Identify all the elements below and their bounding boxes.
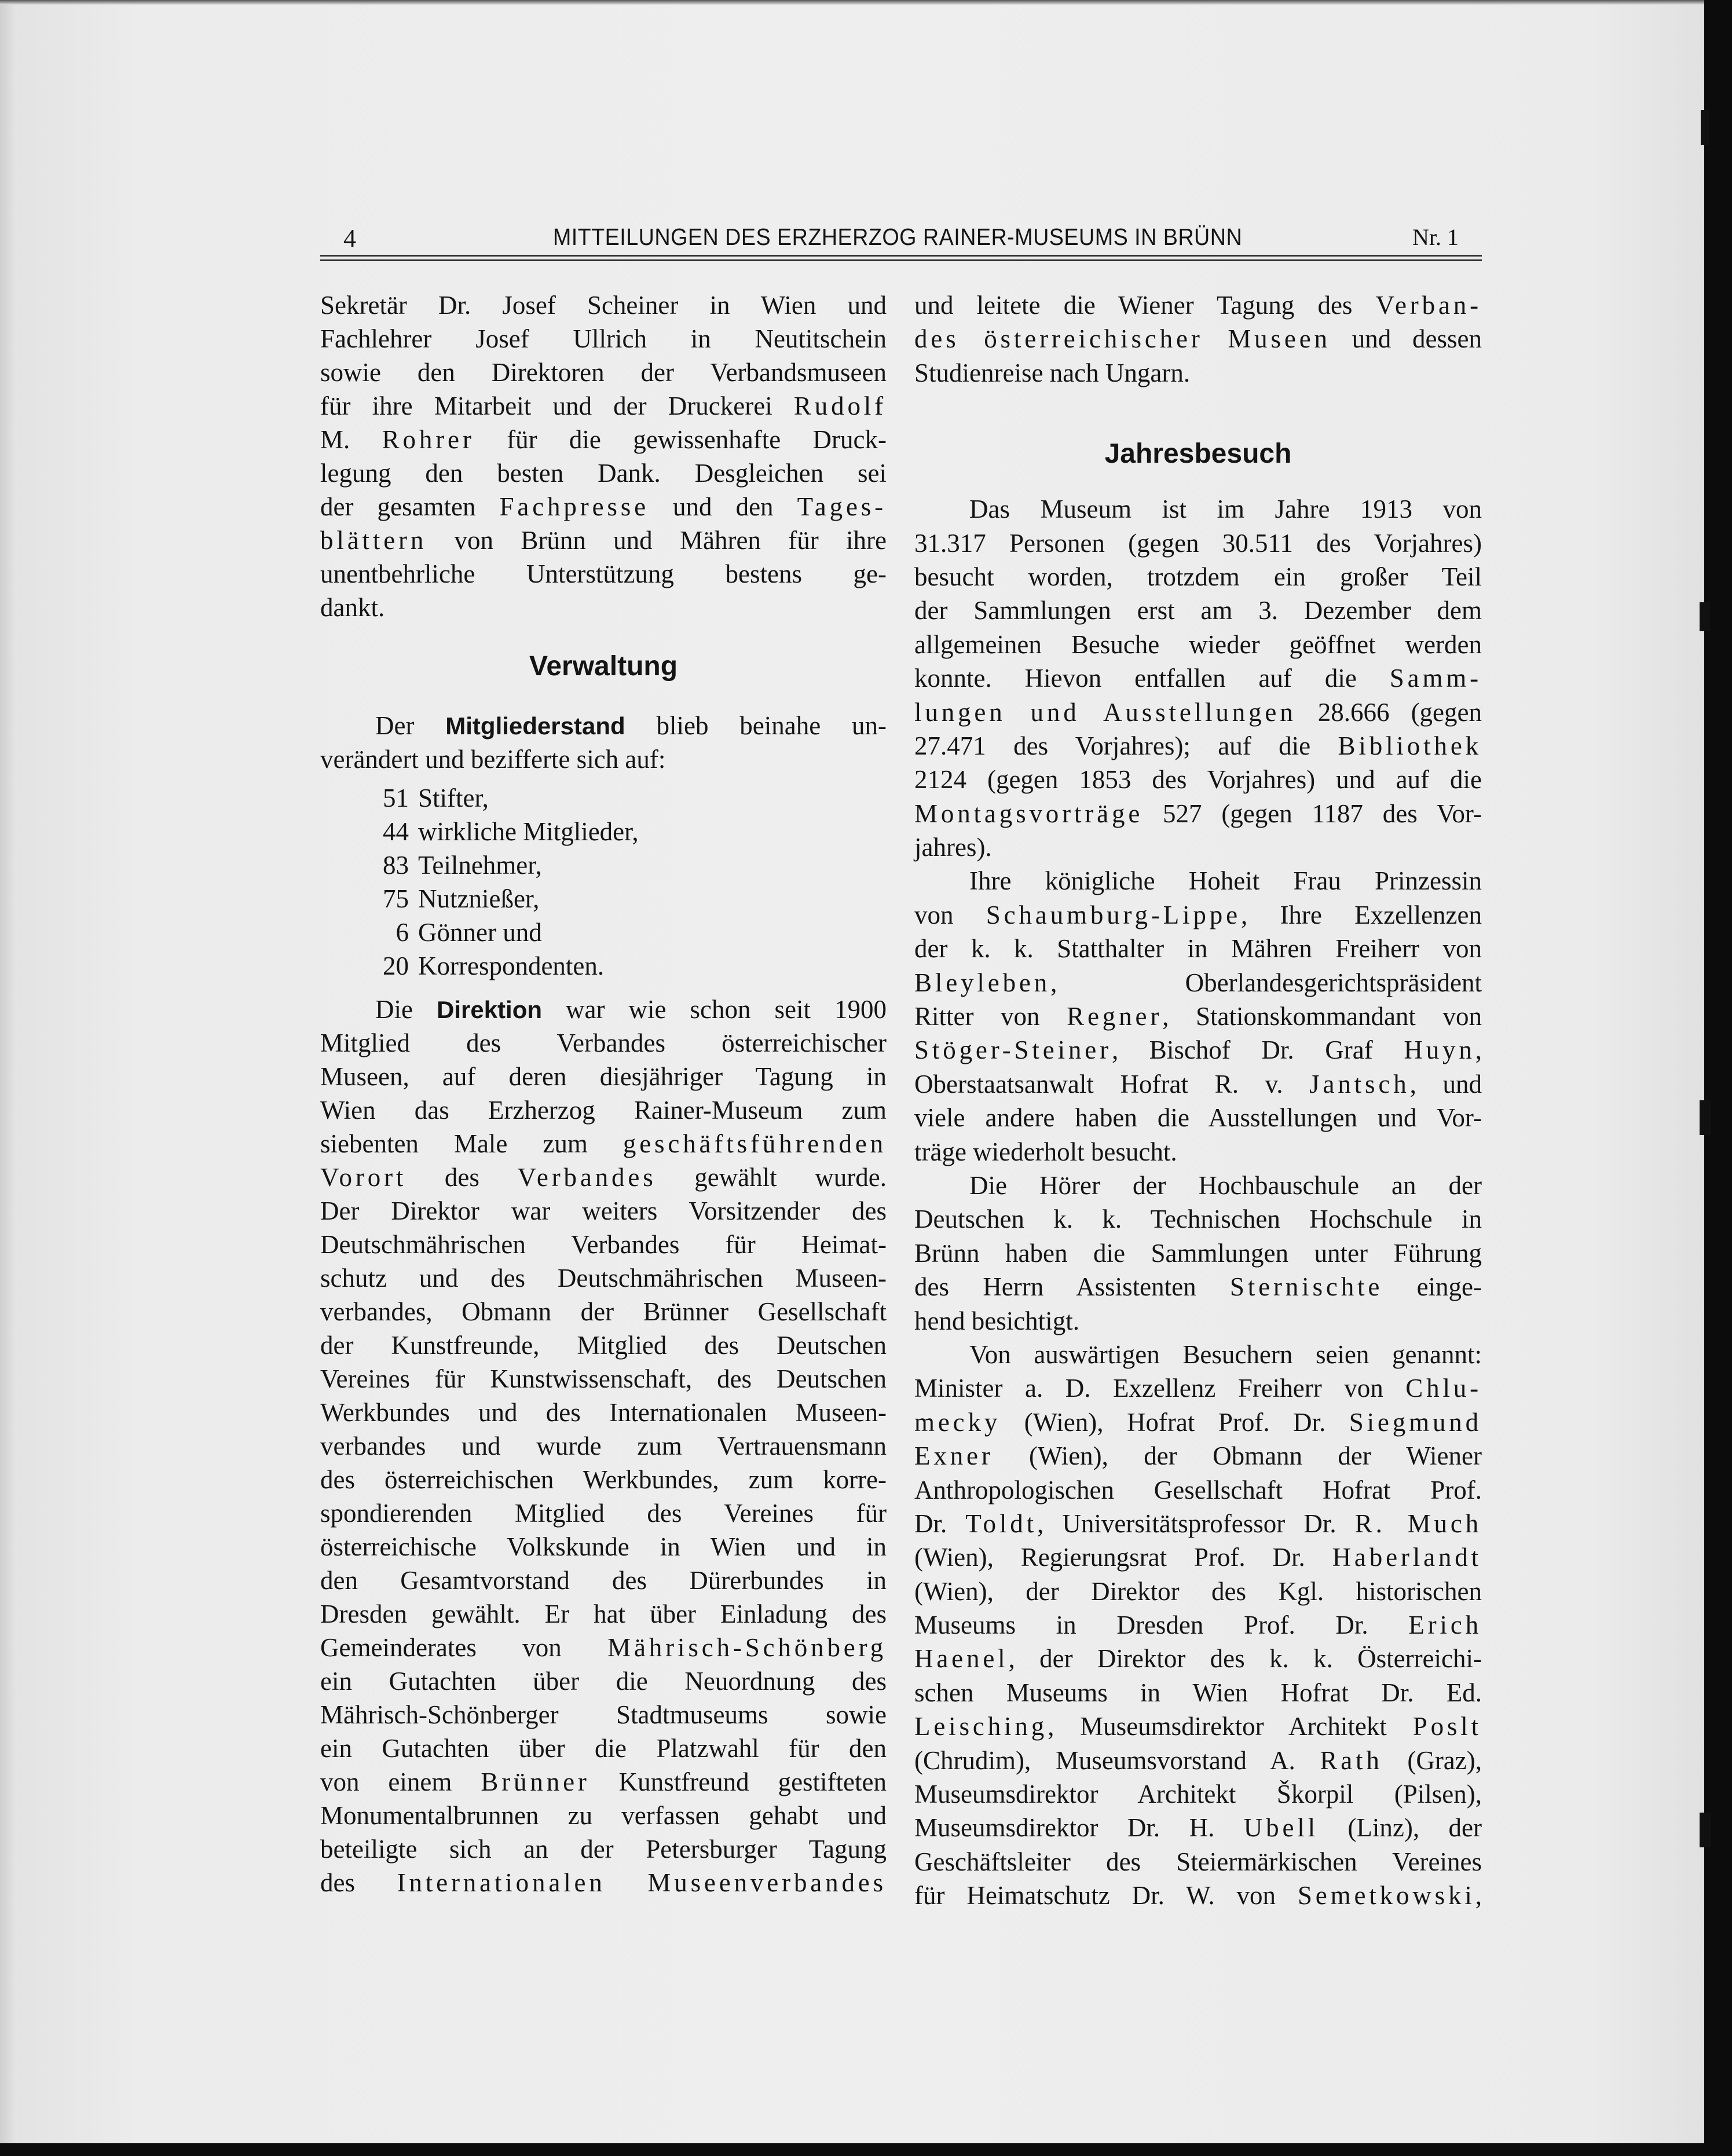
spaced-emphasis: Verban- bbox=[1375, 291, 1482, 320]
text-run: viele andere haben die Ausstellungen und Vor- bbox=[914, 1103, 1482, 1133]
text-line bbox=[914, 1811, 1482, 1844]
text-run: gewählt wurde. bbox=[656, 1163, 887, 1192]
header-double-rule bbox=[320, 255, 1482, 261]
text-run: legung den besten Dank. Desgleichen sei bbox=[320, 459, 887, 488]
text-line bbox=[320, 524, 887, 557]
text-run: 527 (gegen 1187 des Vor- bbox=[1143, 799, 1482, 828]
list-item-count: 51 bbox=[383, 784, 409, 812]
text-run: war wie schon seit 1900 bbox=[542, 995, 887, 1024]
text-line bbox=[320, 1261, 887, 1295]
text-run: (Wien), Regierungsrat Prof. Dr. bbox=[914, 1543, 1332, 1572]
text-run: konnte. Hievon entfallen auf die bbox=[914, 664, 1390, 693]
text-run: Oberstaatsanwalt Hofrat R. v. bbox=[914, 1069, 1310, 1099]
text-run: Die bbox=[375, 995, 437, 1024]
text-line bbox=[320, 1732, 887, 1765]
text-run: Mitglied des Verbandes österreichischer bbox=[320, 1028, 887, 1057]
text-run: Die Hörer der Hochbauschule an der bbox=[969, 1170, 1482, 1200]
text-run: (Chrudim), Museumsvorstand A. bbox=[914, 1745, 1320, 1775]
text-run: von bbox=[914, 900, 986, 929]
text-run: 27.471 des Vorjahres); auf die bbox=[914, 731, 1338, 760]
list-item-label: Nutznießer, bbox=[418, 884, 540, 913]
text-line bbox=[320, 423, 887, 456]
text-run: Museumsdirektor Architekt Škorpil (Pilsen), bbox=[914, 1780, 1482, 1809]
spaced-emphasis: Jantsch bbox=[1309, 1069, 1410, 1099]
text-run: Deutschen k. k. Technischen Hochschule in bbox=[914, 1205, 1482, 1234]
text-line bbox=[320, 1664, 887, 1698]
text-line bbox=[320, 1631, 887, 1664]
paragraph bbox=[914, 1169, 1482, 1338]
spaced-emphasis: Regner bbox=[1067, 1002, 1163, 1031]
text-line bbox=[914, 1845, 1482, 1879]
spaced-emphasis: Bibliothek bbox=[1338, 731, 1482, 760]
text-line bbox=[914, 1000, 1482, 1033]
spaced-emphasis: blättern bbox=[320, 526, 427, 555]
text-run: Von auswärtigen Besuchern seien genannt: bbox=[969, 1339, 1482, 1369]
paragraph bbox=[320, 993, 887, 1899]
text-line bbox=[914, 763, 1482, 796]
text-run: , Museumsdirektor Architekt bbox=[1048, 1712, 1413, 1741]
text-line bbox=[320, 1026, 887, 1060]
text-run: beteiligte sich an der Petersburger Tagung bbox=[320, 1835, 887, 1864]
spaced-emphasis: Exner bbox=[914, 1441, 994, 1471]
text-line bbox=[914, 966, 1482, 1000]
text-line bbox=[914, 1507, 1482, 1540]
text-run: , Ihre Exzellenzen bbox=[1240, 900, 1482, 929]
bold-term: Mitgliederstand bbox=[445, 712, 625, 740]
text-line bbox=[320, 1060, 887, 1093]
text-run: den Gesamtvorstand des Dürerbundes in bbox=[320, 1566, 887, 1595]
text-line bbox=[914, 1067, 1482, 1101]
text-run: , Bischof Dr. Graf bbox=[1111, 1035, 1404, 1065]
text-line bbox=[320, 389, 887, 423]
text-line bbox=[914, 1777, 1482, 1811]
list-item bbox=[320, 916, 887, 949]
text-run: , Universitätsprofessor Dr. bbox=[1037, 1509, 1355, 1538]
page-number: 4 bbox=[343, 224, 356, 252]
text-run: für Heimatschutz Dr. W. von bbox=[914, 1881, 1298, 1910]
spaced-emphasis: Poslt bbox=[1412, 1712, 1482, 1741]
text-run: , der Direktor des k. k. Österreichi- bbox=[1008, 1644, 1482, 1674]
text-run: verändert und bezifferte sich auf: bbox=[320, 745, 666, 774]
spaced-emphasis: Haenel bbox=[914, 1644, 1009, 1674]
list-item bbox=[320, 949, 887, 983]
text-line bbox=[914, 1371, 1482, 1405]
text-line bbox=[320, 1866, 887, 1899]
spaced-emphasis: Erich bbox=[1408, 1610, 1482, 1640]
text-run: des Herrn Assistenten bbox=[914, 1272, 1230, 1302]
text-run: Monumentalbrunnen zu verfassen gehabt und bbox=[320, 1801, 887, 1830]
list-item-count: 83 bbox=[383, 851, 409, 880]
spaced-emphasis: Rath bbox=[1320, 1745, 1383, 1775]
binding-mark bbox=[1700, 1813, 1711, 1847]
member-list bbox=[320, 781, 887, 983]
text-run: , und bbox=[1409, 1069, 1482, 1099]
text-run: Vereines für Kunstwissenschaft, des Deutschen bbox=[320, 1364, 887, 1393]
text-line bbox=[914, 356, 1482, 390]
text-line bbox=[914, 1236, 1482, 1270]
text-run: Deutschmährischen Verbandes für Heimat- bbox=[320, 1230, 887, 1259]
list-item bbox=[320, 815, 887, 848]
text-run: Ritter von bbox=[914, 1002, 1067, 1031]
text-run: Der bbox=[375, 711, 446, 740]
left-column bbox=[320, 288, 887, 1899]
text-run: von Brünn und Mähren für ihre bbox=[427, 526, 887, 555]
spaced-emphasis: Bleyleben bbox=[914, 968, 1051, 997]
spaced-emphasis: Chlu- bbox=[1405, 1374, 1482, 1403]
spaced-emphasis: Schaumburg-Lippe bbox=[986, 900, 1241, 929]
spaced-emphasis: Semetkowski bbox=[1297, 1881, 1475, 1910]
text-line bbox=[320, 742, 887, 776]
text-line bbox=[320, 1127, 887, 1161]
text-run: träge wiederholt besucht. bbox=[914, 1137, 1177, 1166]
text-run: , Stationskommandant von bbox=[1162, 1002, 1482, 1031]
spaced-emphasis: R. Much bbox=[1354, 1509, 1482, 1538]
text-run: Brünn haben die Sammlungen unter Führung bbox=[914, 1238, 1482, 1268]
text-line bbox=[914, 1405, 1482, 1439]
text-line bbox=[914, 1135, 1482, 1169]
spaced-emphasis: Haberlandt bbox=[1332, 1543, 1482, 1572]
spaced-emphasis: Museenverbandes bbox=[647, 1868, 887, 1897]
text-run: (Wien), der Direktor des Kgl. historischen bbox=[914, 1576, 1482, 1606]
scan-bottom-border bbox=[0, 2143, 1732, 2156]
text-line bbox=[914, 560, 1482, 594]
running-header bbox=[320, 220, 1482, 255]
list-item-count: 6 bbox=[396, 918, 409, 947]
text-run: der k. k. Statthalter in Mähren Freiherr von bbox=[914, 934, 1482, 964]
text-run: Museums in Dresden Prof. Dr. bbox=[914, 1610, 1409, 1640]
text-run: hend besichtigt. bbox=[914, 1306, 1079, 1335]
text-line bbox=[320, 1496, 887, 1530]
spaced-emphasis: Rohrer bbox=[382, 425, 475, 454]
text-run: M. bbox=[320, 425, 382, 454]
text-run: Wien das Erzherzog Rainer-Museum zum bbox=[320, 1096, 887, 1125]
text-run: unentbehrliche Unterstützung bestens ge- bbox=[320, 559, 887, 588]
text-line bbox=[914, 492, 1482, 526]
text-run: für die gewissenhafte Druck- bbox=[474, 425, 887, 454]
text-run: Minister a. D. Exzellenz Freiherr von bbox=[914, 1374, 1406, 1403]
text-run: Der Direktor war weiters Vorsitzender des bbox=[320, 1196, 887, 1225]
text-line bbox=[320, 356, 887, 389]
issue-number: Nr. 1 bbox=[1412, 224, 1459, 250]
paragraph bbox=[914, 492, 1482, 864]
text-run: Fachlehrer Josef Ullrich in Neutitschein bbox=[320, 324, 887, 353]
text-run: der gesamten bbox=[320, 492, 500, 521]
list-item-label: Stifter, bbox=[418, 784, 489, 812]
text-line bbox=[914, 661, 1482, 695]
list-item bbox=[320, 848, 887, 882]
right-column bbox=[914, 288, 1482, 1913]
text-line bbox=[320, 1765, 887, 1799]
text-run: des österreichischen Werkbundes, zum korre- bbox=[320, 1465, 887, 1494]
text-line bbox=[914, 1676, 1482, 1710]
text-run: Kunstfreund gestifteten bbox=[589, 1767, 887, 1796]
text-run: Anthropologischen Gesellschaft Hofrat Prof. bbox=[914, 1475, 1482, 1505]
text-line bbox=[320, 1799, 887, 1832]
text-run: Geschäftsleiter des Steiermärkischen Vereines bbox=[914, 1847, 1482, 1876]
spaced-emphasis: Rudolf bbox=[793, 391, 887, 420]
text-line bbox=[914, 864, 1482, 898]
text-line bbox=[914, 932, 1482, 965]
spaced-emphasis: lungen und Ausstellungen bbox=[914, 697, 1297, 727]
paragraph bbox=[320, 709, 887, 776]
text-run: der Kunstfreunde, Mitglied des Deutschen bbox=[320, 1331, 887, 1360]
text-run: 28.666 (gegen bbox=[1296, 697, 1482, 727]
text-run: des bbox=[320, 1868, 397, 1897]
text-line bbox=[914, 1033, 1482, 1067]
text-line bbox=[320, 1228, 887, 1261]
text-run: (Graz), bbox=[1382, 1745, 1482, 1775]
text-line bbox=[320, 490, 887, 524]
list-item-label: Gönner und bbox=[418, 918, 542, 947]
text-run: jahres). bbox=[914, 833, 992, 862]
text-run: verbandes, Obmann der Brünner Gesellschaft bbox=[320, 1297, 887, 1326]
text-run: blieb beinahe un- bbox=[625, 711, 887, 740]
text-run: und leitete die Wiener Tagung des bbox=[914, 291, 1376, 320]
text-line bbox=[320, 1463, 887, 1496]
text-line bbox=[914, 1879, 1482, 1912]
text-line bbox=[320, 1698, 887, 1732]
text-run: einge- bbox=[1383, 1272, 1482, 1302]
spaced-emphasis: Stöger-Steiner bbox=[914, 1035, 1112, 1065]
spaced-emphasis: Brünner bbox=[481, 1767, 590, 1796]
text-run: und den bbox=[649, 492, 797, 521]
list-item-count: 75 bbox=[383, 884, 409, 913]
spaced-emphasis: Samm- bbox=[1389, 664, 1482, 693]
spaced-emphasis: Fachpresse bbox=[499, 492, 649, 521]
text-line bbox=[914, 1338, 1482, 1371]
text-line bbox=[914, 1439, 1482, 1473]
spaced-emphasis: Siegmund bbox=[1349, 1407, 1482, 1437]
text-line bbox=[320, 1328, 887, 1362]
spaced-emphasis: Montagsvorträge bbox=[914, 799, 1144, 828]
text-line bbox=[914, 797, 1482, 830]
text-line bbox=[320, 322, 887, 356]
paragraph bbox=[914, 1338, 1482, 1913]
text-line bbox=[320, 456, 887, 490]
text-line bbox=[320, 1832, 887, 1866]
text-run: 31.317 Personen (gegen 30.511 des Vorjahres) bbox=[914, 528, 1482, 558]
text-run: Gemeinderates von bbox=[320, 1633, 608, 1662]
text-run: Museen, auf deren diesjähriger Tagung in bbox=[320, 1062, 887, 1091]
text-line bbox=[914, 830, 1482, 864]
text-run: Das Museum ist im Jahre 1913 von bbox=[969, 495, 1482, 524]
text-line bbox=[914, 898, 1482, 932]
text-run: (Wien), der Obmann der Wiener bbox=[993, 1441, 1482, 1471]
text-line bbox=[320, 709, 887, 742]
text-run: Studienreise nach Ungarn. bbox=[914, 358, 1191, 387]
text-line bbox=[914, 1744, 1482, 1777]
text-line bbox=[914, 1642, 1482, 1675]
text-line bbox=[914, 696, 1482, 729]
text-run: , Oberlandesgerichtspräsident bbox=[1050, 968, 1482, 997]
text-run: ein Gutachten über die Neuordnung des bbox=[320, 1667, 887, 1696]
paragraph bbox=[914, 288, 1482, 390]
text-run: Sekretär Dr. Josef Scheiner in Wien und bbox=[320, 291, 887, 320]
text-line bbox=[320, 1564, 887, 1597]
text-run: besucht worden, trotzdem ein großer Teil bbox=[914, 562, 1482, 591]
section-heading: Jahresbesuch bbox=[1104, 438, 1292, 470]
binding-mark bbox=[1700, 602, 1710, 631]
text-run: (Linz), der bbox=[1318, 1813, 1482, 1843]
spaced-emphasis: mecky bbox=[914, 1407, 1001, 1437]
text-line bbox=[320, 288, 887, 322]
text-run: von einem bbox=[320, 1767, 481, 1796]
bold-term: Direktion bbox=[437, 996, 543, 1023]
list-item bbox=[320, 781, 887, 815]
text-run bbox=[606, 1868, 648, 1897]
spaced-emphasis: Sternischte bbox=[1229, 1272, 1383, 1302]
spaced-emphasis: Ubell bbox=[1243, 1813, 1319, 1843]
spaced-emphasis: Huyn bbox=[1404, 1035, 1475, 1065]
binding-mark bbox=[1700, 1100, 1711, 1135]
paragraph bbox=[914, 864, 1482, 1169]
list-item bbox=[320, 882, 887, 916]
spaced-emphasis: Vorort bbox=[320, 1163, 407, 1192]
text-run: Museumsdirektor Dr. H. bbox=[914, 1813, 1244, 1843]
text-line bbox=[914, 1169, 1482, 1202]
text-run: , bbox=[1475, 1035, 1482, 1065]
spaced-emphasis: geschäftsführenden bbox=[623, 1129, 887, 1158]
text-run: Ihre königliche Hoheit Frau Prinzessin bbox=[969, 866, 1482, 896]
text-run: , bbox=[1475, 1881, 1482, 1910]
text-line bbox=[320, 1597, 887, 1631]
text-run: Mährisch-Schönberger Stadtmuseums sowie bbox=[320, 1700, 887, 1729]
paragraph bbox=[320, 288, 887, 624]
text-run: allgemeinen Besuche wieder geöffnet werden bbox=[914, 629, 1482, 659]
text-line bbox=[320, 557, 887, 591]
text-line bbox=[914, 1304, 1482, 1338]
text-run: (Wien), Hofrat Prof. Dr. bbox=[1001, 1407, 1349, 1437]
list-item-count: 44 bbox=[383, 817, 409, 846]
text-run: des bbox=[407, 1163, 518, 1192]
spaced-emphasis: Verbandes bbox=[517, 1163, 657, 1192]
text-line bbox=[914, 1473, 1482, 1507]
text-run: und dessen bbox=[1330, 324, 1482, 354]
text-line bbox=[914, 1608, 1482, 1642]
spaced-emphasis: Internationalen bbox=[397, 1868, 606, 1897]
text-line bbox=[320, 993, 887, 1026]
text-line bbox=[914, 1270, 1482, 1304]
text-run: siebenten Male zum bbox=[320, 1129, 623, 1158]
text-line bbox=[914, 1202, 1482, 1236]
spaced-emphasis: Tages- bbox=[797, 492, 887, 521]
text-run: ein Gutachten über die Platzwahl für den bbox=[320, 1734, 887, 1763]
list-item-label: Teilnehmer, bbox=[418, 851, 542, 880]
text-line bbox=[914, 526, 1482, 560]
text-line bbox=[914, 594, 1482, 627]
text-line bbox=[320, 1161, 887, 1194]
text-run: Dresden gewählt. Er hat über Einladung des bbox=[320, 1599, 887, 1628]
text-line bbox=[914, 1575, 1482, 1608]
text-line bbox=[320, 1194, 887, 1228]
scan-left-shadow bbox=[0, 0, 17, 2156]
list-item-count: 20 bbox=[383, 951, 409, 980]
text-line bbox=[914, 1710, 1482, 1743]
text-run: spondierenden Mitglied des Vereines für bbox=[320, 1499, 887, 1528]
text-run: österreichische Volkskunde in Wien und in bbox=[320, 1532, 887, 1561]
text-line bbox=[320, 1429, 887, 1463]
text-run: 2124 (gegen 1853 des Vorjahres) und auf die bbox=[914, 765, 1482, 795]
text-line bbox=[320, 1362, 887, 1396]
text-run: der Sammlungen erst am 3. Dezember dem bbox=[914, 596, 1482, 625]
text-line bbox=[914, 1540, 1482, 1574]
binding-mark bbox=[1701, 110, 1709, 145]
text-line bbox=[320, 1093, 887, 1127]
text-line bbox=[914, 322, 1482, 356]
text-run: dankt. bbox=[320, 593, 385, 622]
spaced-emphasis: Toldt bbox=[965, 1509, 1037, 1538]
text-line bbox=[914, 628, 1482, 661]
section-heading: Verwaltung bbox=[529, 651, 678, 682]
text-run: für ihre Mitarbeit und der Druckerei bbox=[320, 391, 794, 420]
scan-top-edge bbox=[0, 0, 1732, 5]
text-run: schutz und des Deutschmährischen Museen- bbox=[320, 1264, 887, 1293]
text-line bbox=[320, 591, 887, 624]
text-run: schen Museums in Wien Hofrat Dr. Ed. bbox=[914, 1678, 1482, 1707]
text-line bbox=[914, 1101, 1482, 1134]
spaced-emphasis: Mährisch-Schönberg bbox=[607, 1633, 887, 1662]
text-line bbox=[320, 1295, 887, 1328]
text-line bbox=[320, 1396, 887, 1429]
text-line bbox=[914, 288, 1482, 322]
running-title: MITTEILUNGEN DES ERZHERZOG RAINER-MUSEUMS IN BRÜNN bbox=[552, 224, 1243, 250]
list-item-label: wirkliche Mitglieder, bbox=[418, 817, 639, 846]
text-line bbox=[914, 729, 1482, 763]
spaced-emphasis: des österreichischer Museen bbox=[914, 324, 1331, 354]
list-item-label: Korrespondenten. bbox=[418, 951, 605, 980]
text-run: sowie den Direktoren der Verbandsmuseen bbox=[320, 358, 887, 387]
spaced-emphasis: Leisching bbox=[914, 1712, 1048, 1741]
text-run: Werkbundes und des Internationalen Museen- bbox=[320, 1398, 887, 1427]
text-run: Dr. bbox=[914, 1509, 966, 1538]
text-line bbox=[320, 1530, 887, 1564]
text-run: verbandes und wurde zum Vertrauensmann bbox=[320, 1432, 887, 1460]
